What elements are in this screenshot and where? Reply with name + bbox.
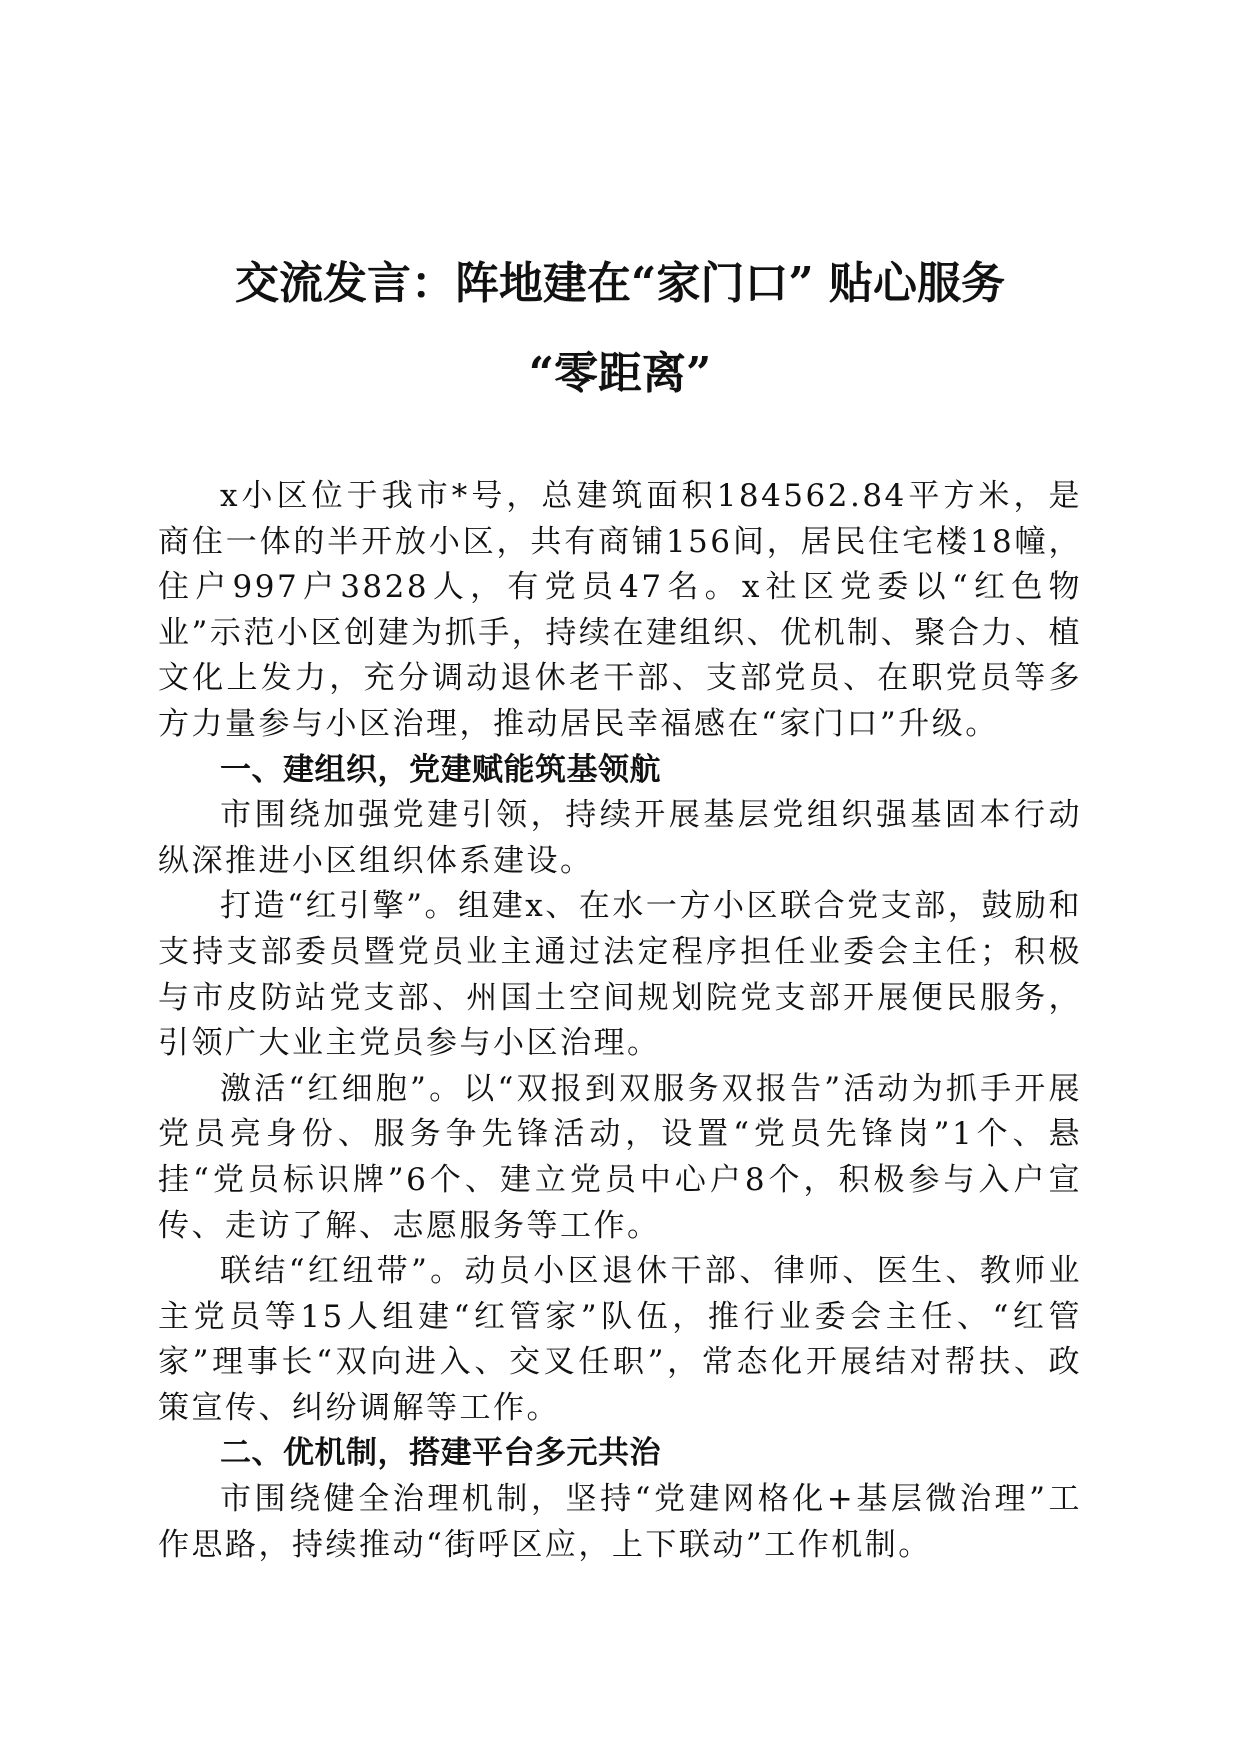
document-title-line-2: “零距离” (528, 348, 712, 399)
intro-paragraph: x小区位于我市*号，总建筑面积184562.84平方米，是商住一体的半开放小区，共有商铺156间，居民住宅楼18幢，住户997户3828人，有党员47名。x社区党委以“红色物业”示范小区创建为抓手，持续在建组织、优机制、聚合力、植文化上发力，充分调动退休老干部、支部党员、在职党员等多方力量参与小区治理，推动居民幸福感在“家门口”升级。 (158, 478, 1082, 742)
section-1-paragraph-1: 市围绕加强党建引领，持续开展基层党组织强基固本行动纵深推进小区组织体系建设。 (158, 797, 1082, 879)
section-1-paragraph-2: 打造“红引擎”。组建x、在水一方小区联合党支部，鼓励和支持支部委员暨党员业主通过法定程序担任业委会主任；积极与市皮防站党支部、州国土空间规划院党支部开展便民服务，引领广大业主党员参与小区治理。 (158, 888, 1082, 1062)
section-2-heading: 二、优机制，搭建平台多元共治 (220, 1435, 661, 1472)
section-2-paragraph-1: 市围绕健全治理机制，坚持“党建网格化+基层微治理”工作思路，持续推动“街呼区应，上下联动”工作机制。 (158, 1481, 1082, 1563)
section-1-paragraph-3: 激活“红细胞”。以“双报到双服务双报告”活动为抓手开展党员亮身份、服务争先锋活动，设置“党员先锋岗”1个、悬挂“党员标识牌”6个、建立党员中心户8个，积极参与入户宣传、走访了解、志愿服务等工作。 (158, 1070, 1082, 1244)
document-title-line-1: 交流发言：阵地建在“家门口” 贴心服务 (235, 258, 1005, 309)
section-1-paragraph-4: 联结“红纽带”。动员小区退休干部、律师、医生、教师业主党员等15人组建“红管家”队伍，推行业委会主任、“红管家”理事长“双向进入、交叉任职”，常态化开展结对帮扶、政策宣传、纠纷调解等工作。 (158, 1253, 1082, 1426)
document-body (158, 474, 1082, 1568)
section-1-heading: 一、建组织，党建赋能筑基领航 (220, 751, 661, 788)
